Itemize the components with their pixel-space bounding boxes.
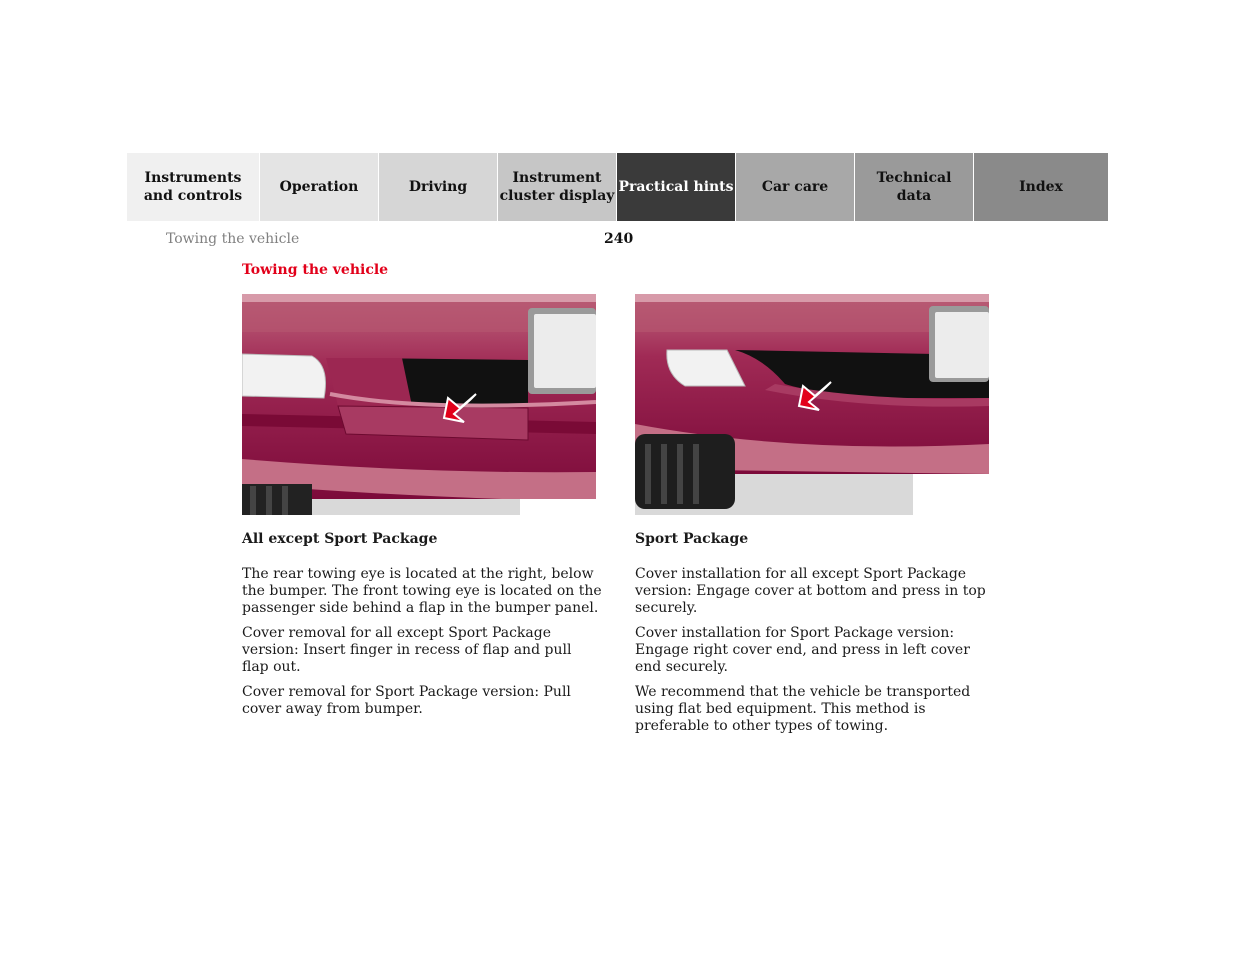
tab-practical-hints[interactable] [616,153,735,221]
right-paragraph-3: We recommend that the vehicle be transported using flat bed equipment. This method is preferable to other types of towing. [635,684,971,734]
tab-operation[interactable] [259,153,378,221]
right-paragraph-1: Cover installation for all except Sport Package version: Engage cover at bottom and press in top securely. [635,566,986,616]
page-number: 240 [604,231,634,247]
tab-label: Index [1019,179,1063,195]
tab-car-care[interactable] [735,153,854,221]
left-paragraph-1: The rear towing eye is located at the right, below the bumper. The front towing eye is located on the passenger side behind a flap in the bumper panel. [242,566,602,616]
left-paragraph-3: Cover removal for Sport Package version: Pull cover away from bumper. [242,684,571,717]
left-column [242,531,602,726]
tab-label: Technical data [876,170,952,204]
section-label: Towing the vehicle [166,231,300,247]
right-column [635,531,995,743]
tab-label: Operation [279,179,359,195]
tab-instrument-cluster-display[interactable] [497,153,616,221]
tab-instruments-and-controls[interactable] [127,153,259,221]
chapter-nav [127,153,1108,221]
right-subheading: Sport Package [635,531,749,547]
right-paragraph-2: Cover installation for Sport Package version: Engage right cover end, and press in left cover end securely. [635,625,970,675]
tab-label: Driving [408,179,468,195]
left-subheading: All except Sport Package [242,531,438,547]
illustration-standard-bumper [242,294,596,515]
page-heading: Towing the vehicle [242,262,389,278]
tab-label: Instruments and controls [143,170,243,204]
illustration-sport-package-bumper [635,294,989,515]
tab-label: Car care [761,179,829,195]
tab-index[interactable] [973,153,1108,221]
tab-label: Instrument cluster display [499,170,615,204]
left-paragraph-2: Cover removal for all except Sport Package version: Insert finger in recess of flap and pull flap out. [242,625,572,675]
tab-technical-data[interactable] [854,153,973,221]
tab-label: Practical hints [618,179,734,195]
tab-driving[interactable] [378,153,497,221]
